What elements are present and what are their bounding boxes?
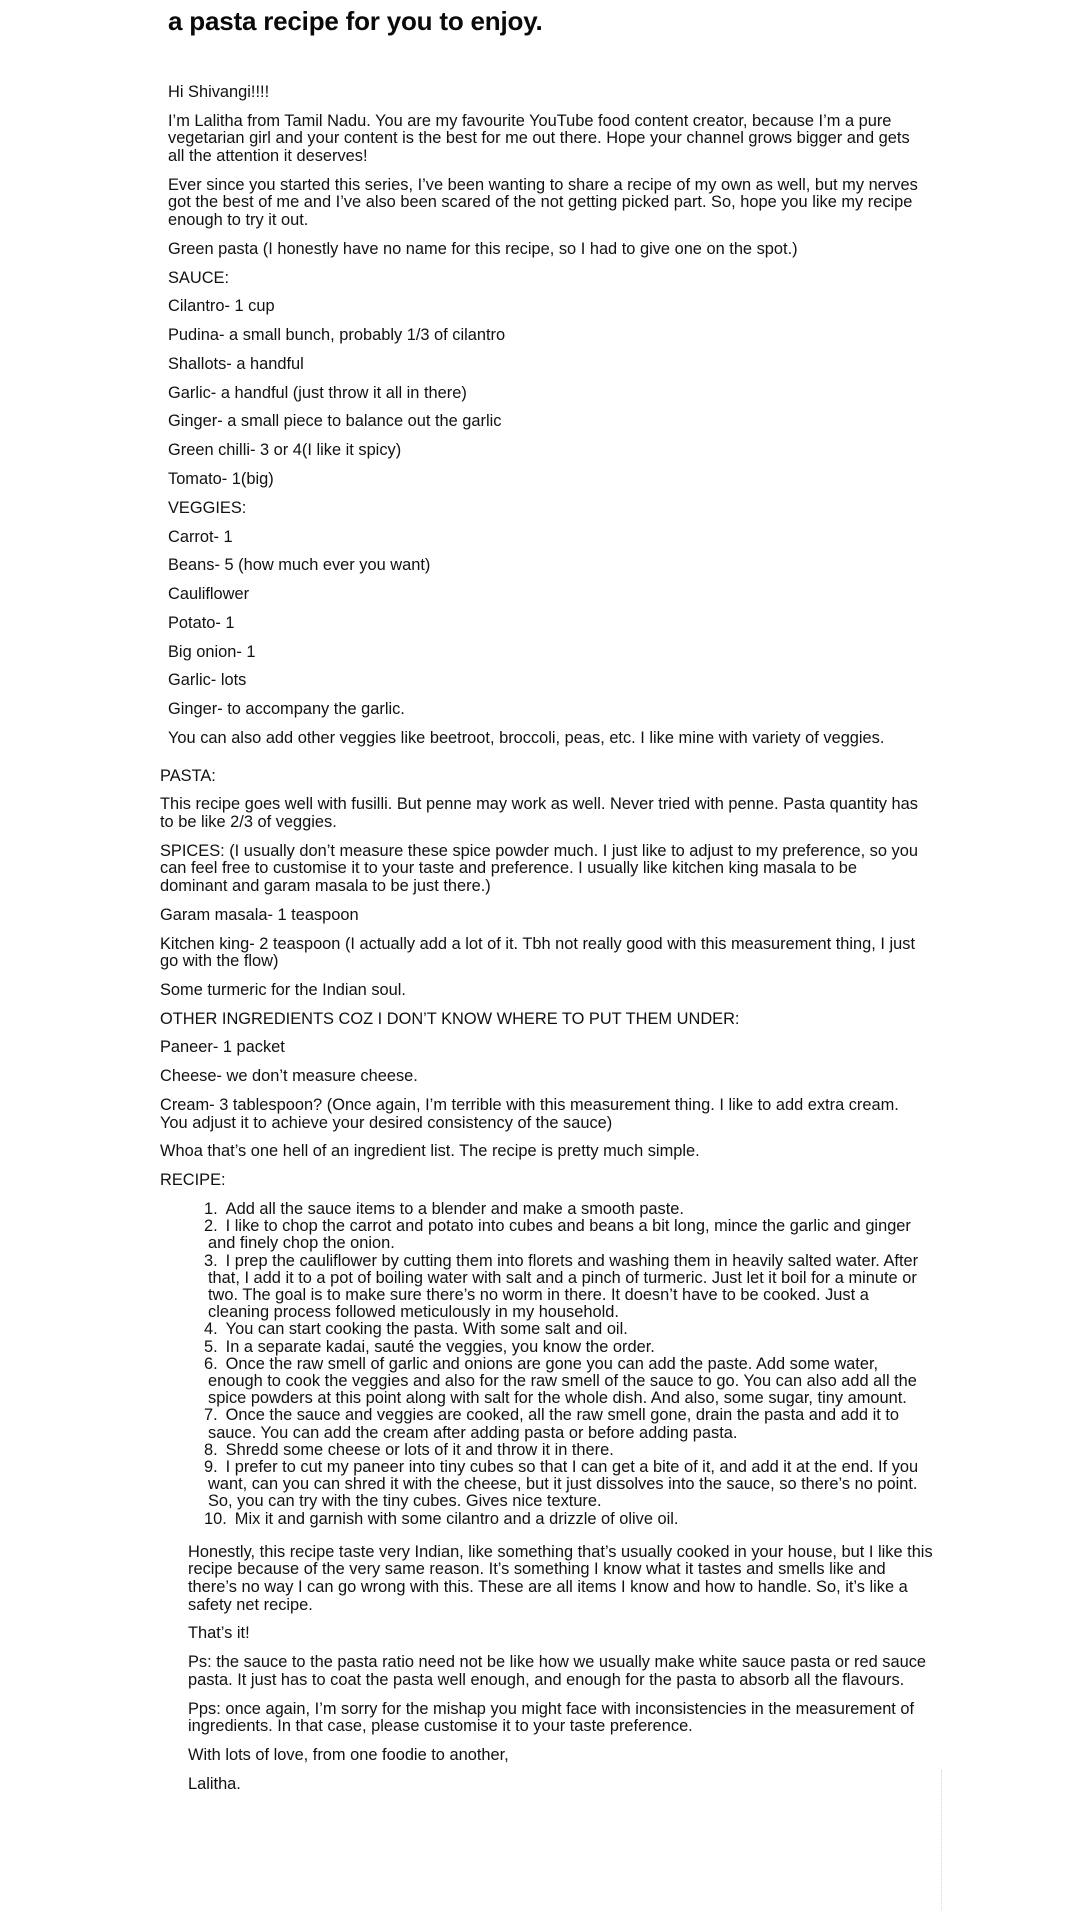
ingredient-line: Carrot- 1 <box>168 527 233 546</box>
closing-section <box>188 1544 936 1793</box>
list-item <box>160 1442 928 1459</box>
step-number: 9. <box>204 1457 218 1476</box>
step-number: 6. <box>204 1354 218 1373</box>
step-number: 5. <box>204 1337 218 1356</box>
step-text: Add all the sauce items to a blender and make a smooth paste. <box>225 1199 684 1218</box>
ingredient-line: Cream- 3 tablespoon? (Once again, I’m terrible with this measurement thing. I like to add extra cream. You adjust it to achieve your desired consistency of the sauce) <box>160 1096 899 1132</box>
list-item <box>160 1201 928 1218</box>
step-text: I like to chop the carrot and potato into cubes and beans a bit long, mince the garlic and ginger and finely chop the onion. <box>208 1217 911 1253</box>
ingredient-line: Pudina- a small bunch, probably 1/3 of cilantro <box>168 326 506 345</box>
letter-body <box>160 83 933 1804</box>
spices-paragraph: SPICES: (I usually don’t measure these spice powder much. I just like to adjust to my preference, so you can feel free to customise it to your taste and preference. I usually like kitchen king masala to be dominant and garam masala to be just there.) <box>160 841 918 895</box>
step-number: 7. <box>204 1406 218 1425</box>
step-number: 1. <box>204 1199 218 1218</box>
step-text: You can start cooking the pasta. With some salt and oil. <box>225 1320 628 1339</box>
ingredient-line: Cilantro- 1 cup <box>168 297 275 316</box>
other-ingredients-heading: OTHER INGREDIENTS COZ I DON’T KNOW WHERE TO PUT THEM UNDER: <box>160 1009 740 1028</box>
ingredients-section <box>160 768 928 1528</box>
step-number: 3. <box>204 1251 218 1270</box>
step-text: Mix it and garnish with some cilantro and a drizzle of olive oil. <box>234 1509 679 1528</box>
list-item <box>160 1218 928 1252</box>
step-text: Once the raw smell of garlic and onions are gone you can add the paste. Add some water, enough to cook the veggies and also for the raw smell of the sauce to go. You can also add all the spice powders at this point along with salt for the whole dish. And also, some sugar, tiny amount. <box>208 1354 917 1408</box>
ingredient-line: Garlic- lots <box>168 671 247 690</box>
step-number: 8. <box>204 1440 218 1459</box>
step-number: 2. <box>204 1217 218 1236</box>
list-item <box>160 1356 928 1408</box>
ingredient-line: Potato- 1 <box>168 613 235 632</box>
list-item <box>160 1253 928 1322</box>
ingredient-line: Ginger- to accompany the garlic. <box>168 700 405 719</box>
sauce-heading: SAUCE: <box>168 268 230 287</box>
ingredient-line: Ginger- a small piece to balance out the garlic <box>168 412 502 431</box>
ingredient-line: Cheese- we don’t measure cheese. <box>160 1067 418 1086</box>
ingredient-line: Tomato- 1(big) <box>168 469 274 488</box>
list-item <box>160 1321 928 1338</box>
postscript: Pps: once again, I’m sorry for the mishap you might face with inconsistencies in the measurement of ingredients. In that case, please customise it to your taste preference. <box>188 1699 915 1736</box>
step-number: 4. <box>204 1320 218 1339</box>
veggies-heading: VEGGIES: <box>168 498 247 517</box>
paragraph: Ever since you started this series, I’ve been wanting to share a recipe of my own as well, but my nerves got the best of me and I’ve also been scared of the not getting picked part. So, hope you like my recipe enough to try it out. <box>168 175 918 229</box>
step-text: Once the sauce and veggies are cooked, all the raw smell gone, drain the pasta and add it to sauce. You can add the cream after adding pasta or before adding pasta. <box>208 1406 900 1442</box>
recipe-name: Green pasta (I honestly have no name for this recipe, so I had to give one on the spot.) <box>168 239 798 258</box>
list-item <box>160 1339 928 1356</box>
list-item <box>160 1407 928 1441</box>
ingredient-line: Cauliflower <box>168 585 250 604</box>
ingredient-line: Big onion- 1 <box>168 642 256 661</box>
step-text: Shredd some cheese or lots of it and throw it in there. <box>225 1440 614 1459</box>
list-item <box>160 1459 928 1511</box>
paragraph: This recipe goes well with fusilli. But penne may work as well. Never tried with penne. Pasta quantity has to be like 2/3 of veggies. <box>160 795 918 831</box>
list-item <box>160 1511 928 1528</box>
paragraph: Honestly, this recipe taste very Indian, like something that’s usually cooked in your house, but I like this recipe because of the very same reason. It’s something I know what it tastes and smells like and there’s no way I can go wrong with this. These are all items I know and how to handle. So, it’s like a safety net recipe. <box>188 1542 933 1614</box>
page-edge-divider <box>940 1770 942 1910</box>
ingredient-line: Paneer- 1 packet <box>160 1038 285 1057</box>
step-text: I prefer to cut my paneer into tiny cubes so that I can get a bite of it, and add it at the end. If you want, can you can shred it with the cheese, but it just dissolves into the sauce, so there’s no point. So, you can try with the tiny cubes. Gives nice texture. <box>208 1457 919 1511</box>
recipe-heading: RECIPE: <box>160 1171 226 1190</box>
document-title: a pasta recipe for you to enjoy. <box>168 6 543 36</box>
ingredient-line: Garlic- a handful (just throw it all in there) <box>168 383 467 402</box>
greeting: Hi Shivangi!!!! <box>168 83 270 101</box>
paragraph: Whoa that’s one hell of an ingredient list. The recipe is pretty much simple. <box>160 1142 700 1161</box>
recipe-steps-list <box>160 1201 928 1528</box>
intro-section <box>168 84 928 748</box>
paragraph: I’m Lalitha from Tamil Nadu. You are my favourite YouTube food content creator, because I’m a pure vegetarian girl and your content is the best for me out there. Hope your channel grows bigger and gets all the attention it deserves! <box>168 111 910 165</box>
ingredient-line: Garam masala- 1 teaspoon <box>160 905 359 924</box>
postscript: Ps: the sauce to the pasta ratio need not be like how we usually make white sauce pasta or red sauce pasta. It just has to coat the pasta well enough, and enough for the pasta to absorb all the flavours. <box>188 1653 927 1689</box>
veggies-note: You can also add other veggies like beetroot, broccoli, peas, etc. I like mine with variety of veggies. <box>168 729 885 747</box>
ingredient-line: Kitchen king- 2 teaspoon (I actually add a lot of it. Tbh not really good with this measurement thing, I just go with the flow) <box>160 934 915 971</box>
ingredient-line: Beans- 5 (how much ever you want) <box>168 556 431 575</box>
ingredient-line: Some turmeric for the Indian soul. <box>160 980 406 999</box>
pasta-heading: PASTA: <box>160 766 216 785</box>
step-number: 10. <box>204 1509 227 1528</box>
step-text: In a separate kadai, sauté the veggies, you know the order. <box>225 1337 655 1356</box>
sign-off: With lots of love, from one foodie to another, <box>188 1745 509 1764</box>
signature: Lalitha. <box>188 1774 241 1793</box>
ingredient-line: Green chilli- 3 or 4(I like it spicy) <box>168 441 402 460</box>
paragraph: That’s it! <box>188 1624 250 1643</box>
step-text: I prep the cauliflower by cutting them into florets and washing them in heavily salted water. After that, I add it to a pot of boiling water with salt and a pinch of turmeric. Just let it boil for a minute or two. The goal is to make sure there’s no worm in there. It doesn’t have to be cooked. Just a cleaning process followed meticulously in my household. <box>208 1251 919 1322</box>
ingredient-line: Shallots- a handful <box>168 354 304 373</box>
